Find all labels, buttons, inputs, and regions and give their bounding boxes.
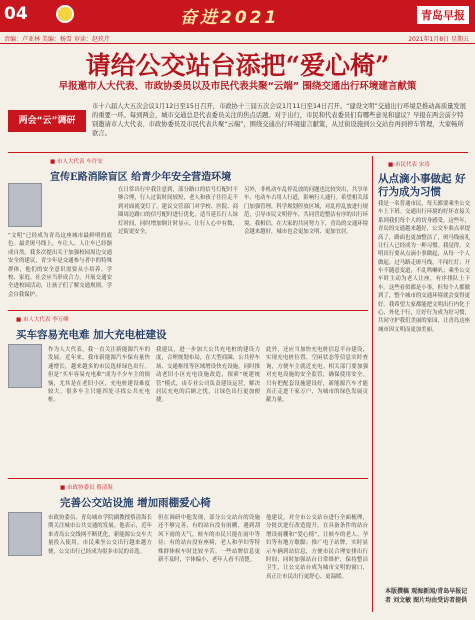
side-article-body: 我是一名普通市民，每天都要乘坐公交车上下班。交通出行环境的好坏直接关系到我们每个人的切身感受。这些年，青岛的交通越来越好，公交车准点率提高了，路面也更加整洁了，斑马线前礼让行人已经成为一种习惯。我觉得，文明出行要从点滴小事做起，从每一个人做起。过马路走斑马线，不闯红灯；开车不随意变道，不乱鸣喇叭；乘坐公交车时主动为老人让座，有序排队上下车。这些看似都是小事，但每个人都做到了，整个城市的交通环境就会变得更好。我希望大家都能把文明出行内化于心、外化于行，让好行为成为好习惯，共同守护我们美丽的家园，让青岛这座城市因文明而更加美丽。	[378, 201, 470, 333]
section-title: 宣传E路消除盲区 给青少年安全营造环境	[50, 172, 232, 183]
article-column: 但在调研中他发现，部分公交站台的设施还不够完善，有的站台没有雨棚，遇到刮风下雨的天气，候车的市民只能在雨中等待；有的站台没有座椅，老人和孕妇等特殊群体候车时比较辛苦。一些站牌信息更新不及时，字体偏小，老年人看不清楚。	[158, 515, 260, 563]
portrait-photo	[8, 512, 42, 556]
article-column: 此外，还应当加快充电桩信息平台建设，实现充电桩位置、空闲状态等信息实时查询，方便车主就近充电。相关部门要加强对充电设施的安全监管，确保使用安全。只有把配套设施建设好，新能源汽车才能真正走进千家万户，为城市的绿色发展贡献力量。	[266, 347, 368, 404]
portrait-photo	[8, 344, 42, 388]
section-label: ■ 市人大代表 李万峰	[16, 315, 69, 323]
article-column: “文明”已经成为青岛这座城市最鲜明的底色。最美斑马线上，车让人、人让车已经渐成自然。我多次提出关于加强校园周边交通安全的建议，青少年是交通参与者中的特殊群体，他们的安全意识需要从小培养。学校、家庭、社会应当形成合力，开展交通安全进校园活动，让孩子们了解交通规则，学会自我保护。	[8, 233, 112, 298]
portrait-photo	[8, 183, 42, 227]
section-title: 买车容易充电难 加大充电桩建设	[16, 329, 167, 341]
column-divider	[372, 156, 373, 612]
party-emblem-icon	[56, 5, 74, 23]
byline-credits: 本版撰稿 观海新闻/青岛早报记者 刘文敏 图片均由受访者提供	[385, 588, 468, 604]
editor-credits: 责编：卢亚林 美编：杨雪 审读：赵玖芹	[4, 36, 110, 43]
page-number: 04	[4, 4, 28, 24]
intro-paragraph: 市十六届人大五次会议1月12日至15日召开，市政协十三届五次会议1月11日至14日召开。“建设文明”交通出行环境是推动高质量发展的重要一环。每到两会，城市交通总是代表委员关注的焦点话题。对于出行，市民和代表委员们有哪些意见和建议？早报在两会前夕特别邀请市人大代表、市政协委员及市民代表共聚“云端”，围绕交通出行环境建言献策，从过街设施到公交站台再到停车管理，大家畅所欲言。	[92, 103, 467, 138]
page-header	[0, 0, 475, 32]
article-column: 在日常出行中我注意到，部分路口的信号灯配时不够合理，行人过街时间较短，老人和孩子往往走不到对面就变灯了。建议交管部门对学校、医院、商圈周边路口的信号配时进行优化，适当延长行人绿灯时间，同时增加倒计时显示，让行人心中有数，过街更安全。	[118, 187, 238, 235]
section-label: ■ 市民代表 宋涛	[388, 160, 430, 168]
column-badge: 两会“云”调研	[8, 110, 86, 132]
article-column: 我建议，进一步加大公共充电桩的建设力度，合理规划布局，在大型商圈、公共停车场、交通枢纽等区域增设快充设施。同时推动老旧小区充电设施改造，探索“统建统管”模式，由专业公司负责建设运营，解决居民充电的后顾之忧，让绿色出行更加便捷。	[156, 347, 260, 404]
article-column: 市政协委员、青岛城市学院副教授蔡清海长期关注城市公共交通的发展。他表示，近年来青岛公交线网不断优化，新能源公交车大量投入使用，市民乘坐公交出行越来越方便，公交出行已经成为很多市民的首选。	[48, 515, 152, 555]
main-headline: 请给公交站台添把“爱心椅”	[85, 51, 390, 80]
special-section-title: 奋进2021	[180, 8, 280, 28]
article-column: 作为人大代表，我一直关注新能源汽车的发展。近年来，我市新能源汽车保有量快速增长，越来越多的市民选择绿色出行。但是“买车容易充电难”成为不少车主的烦恼，尤其是在老旧小区，充电桩建设难度较大，很多车主只能四处寻找公共充电桩。	[48, 347, 150, 404]
section-label: ■ 市人大代表 车许安	[50, 157, 103, 165]
side-article-title: 从点滴小事做起 好行为成为习惯	[378, 173, 466, 199]
divider	[8, 310, 368, 311]
sub-headline: 早报邀市人大代表、市政协委员以及市民代表共聚“云端” 围绕交通出行环境建言献策	[58, 81, 417, 92]
divider	[8, 478, 368, 479]
section-label: ■ 市政协委员 蔡清海	[60, 483, 113, 491]
issue-date: 2021年1月8日 星期五	[408, 36, 469, 43]
article-column: 另外，非机动车乱停乱放的问题也比较突出，共享单车、电动车占用人行道，影响行人通行。希望相关部门加强管理，科学规划停放区域，对乱停乱放进行规范，引导市民文明停车，共同营造整洁有序的出行环境。我相信，在大家的共同努力下，青岛的交通环境会越来越好，城市也会更加文明、更加宜居。	[244, 187, 368, 235]
article-column: 他建议，对全市公交站台进行全面梳理，分批次进行改造提升，在具备条件的站台增设雨棚和“爱心椅”，让候车的老人、孕妇等有地方歇脚；推广电子站牌，实时显示车辆到站信息，方便市民合理安排出行时间；同时加强站台日常维护，保持整洁卫生，让公交站台成为城市文明的窗口，真正让市民出行更舒心、更温暖。	[266, 515, 368, 580]
section-title: 完善公交站设施 增加雨棚爱心椅	[60, 497, 211, 509]
divider	[8, 152, 468, 153]
page-meta	[0, 32, 475, 44]
newspaper-brand: 青岛早报	[417, 6, 469, 24]
